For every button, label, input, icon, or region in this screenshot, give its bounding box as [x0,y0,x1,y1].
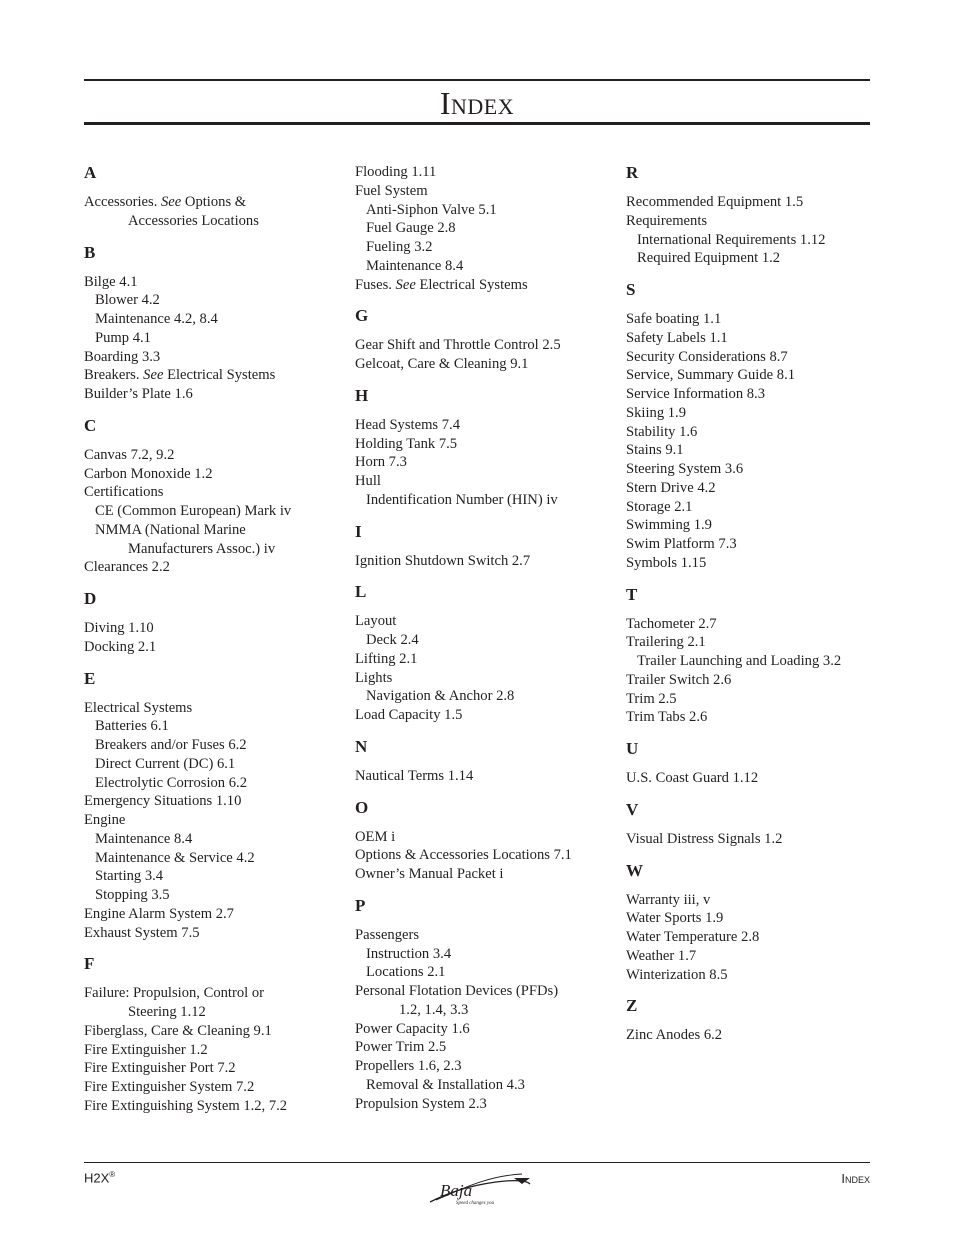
index-subentry [626,231,870,250]
index-entry [355,182,615,201]
entry-text: Maintenance & Service 4.2 [95,849,255,866]
index-section [355,163,615,294]
footer-rule [84,1162,870,1163]
entry-text: Fuel Gauge 2.8 [366,220,456,237]
index-entry [355,416,615,435]
index-entry [626,385,870,404]
section-letter: P [355,895,366,915]
index-entry [84,465,339,484]
see-reference: See [395,276,416,293]
entry-text: Requirements [626,212,708,229]
index-entry [626,928,870,947]
index-entry [355,355,615,374]
entry-text: Fire Extinguisher System 7.2 [84,1079,255,1095]
index-column-3 [626,163,870,1057]
index-entry [626,891,870,910]
index-subentry [355,491,615,510]
index-subentry [355,238,615,257]
entry-text: Maintenance 4.2, 8.4 [95,311,218,327]
index-entry [355,767,615,786]
index-entry [626,423,870,442]
index-entry [355,846,615,865]
see-reference: See [161,194,182,210]
entry-text: Maintenance 8.4 [366,257,464,274]
entry-text: Anti-Siphon Valve 5.1 [366,201,497,218]
index-subentry [84,291,339,310]
index-section [84,416,339,577]
entry-text: Personal Flotation Devices (PFDs) [355,983,559,999]
index-entry [626,193,870,212]
section-letter: C [84,415,97,435]
section-letter: W [626,860,643,880]
entry-text: Starting 3.4 [95,868,164,885]
entry-text: Instruction 3.4 [366,945,452,962]
index-subentry [355,201,615,220]
entry-text: Skiing 1.9 [626,404,687,421]
index-entry [626,909,870,928]
index-column-2 [355,163,615,1125]
index-subentry [355,963,615,982]
entry-text: Navigation & Anchor 2.8 [366,688,515,705]
index-entry [626,633,870,652]
index-section [626,861,870,985]
index-entry [84,1097,339,1116]
entry-text: Fuel System [355,182,428,199]
entry-text: Safety Labels 1.1 [626,329,728,346]
index-section [84,669,339,943]
section-letter: F [84,954,95,974]
entry-text: Layout [355,613,397,630]
index-entry [355,865,615,884]
section-letter: Z [626,996,638,1016]
entry-text: Security Considerations 8.7 [626,348,788,365]
entry-text: U.S. Coast Guard 1.12 [626,770,759,786]
entry-text: Water Sports 1.9 [626,910,724,927]
index-subentry [84,310,339,329]
entry-text: Emergency Situations 1.10 [84,793,242,810]
index-entry [626,535,870,554]
index-entry [626,348,870,367]
entry-text: Lifting 2.1 [355,650,418,667]
entry-text: Propulsion System 2.3 [355,1095,487,1112]
entry-text: Storage 2.1 [626,498,693,515]
entry-text: Lights [355,669,393,686]
index-entry [355,650,615,669]
entry-text: Recommended Equipment 1.5 [626,194,804,210]
entry-text: Removal & Installation 4.3 [366,1076,525,1093]
entry-text: Exhaust System 7.5 [84,924,200,941]
section-letter: A [84,163,97,182]
index-entry [626,708,870,727]
reference-target: Electrical Systems [163,367,276,384]
page-title: Index [439,85,515,121]
index-entry [84,273,339,292]
entry-text: Swimming 1.9 [626,517,712,534]
section-letter: H [355,385,369,405]
entry-text: Propellers 1.6, 2.3 [355,1058,462,1074]
index-section [84,243,339,404]
index-entry [626,554,870,573]
entry-text: Power Capacity 1.6 [355,1020,470,1037]
entry-text: Locations 2.1 [366,964,446,981]
entry-text: Passengers [355,926,420,943]
index-entry [626,479,870,498]
entry-text: Blower 4.2 [95,292,160,309]
entry-text: Engine [84,812,126,828]
header-rule-bottom [84,122,870,125]
entry-text: Safe boating 1.1 [626,311,722,327]
entry-text: Engine Alarm System 2.7 [84,905,234,922]
entry-text: Fueling 3.2 [366,239,433,255]
entry-text: Trim Tabs 2.6 [626,709,708,726]
entry-text: CE (Common European) Mark iv [95,503,292,519]
index-subentry [355,687,615,706]
index-subentry [84,717,339,736]
index-entry [84,483,339,502]
index-entry [84,699,339,718]
reference-target: Options & [181,194,247,210]
index-entry [626,769,870,788]
entry-text: Stopping 3.5 [95,887,170,903]
index-section [355,798,615,884]
baja-logo [426,1172,532,1206]
entry-text: Flooding 1.11 [355,164,437,180]
index-entry [84,984,339,1003]
entry-text: Bilge 4.1 [84,273,138,290]
entry-text: Swim Platform 7.3 [626,536,737,552]
index-entry [355,336,615,355]
section-letter: V [626,799,639,819]
index-entry [355,435,615,454]
section-letter: S [626,280,636,299]
entry-text: Stern Drive 4.2 [626,479,716,496]
section-letter: U [626,739,639,758]
entry-text: Load Capacity 1.5 [355,707,463,723]
entry-text: Zinc Anodes 6.2 [626,1027,723,1044]
index-section [626,280,870,573]
entry-text: Steering System 3.6 [626,461,744,477]
entry-text: Builder’s Plate 1.6 [84,386,193,402]
section-letter: E [84,668,96,688]
entry-text: Winterization 8.5 [626,966,728,983]
index-column-1 [84,163,339,1128]
logo-tagline: Speed changes you [456,1201,495,1206]
entry-text: Certifications [84,484,164,501]
entry-text: Trailer Switch 2.6 [626,671,732,688]
entry-text: Gear Shift and Throttle Control 2.5 [355,337,561,354]
index-entry [626,460,870,479]
index-entry-continuation [84,540,339,559]
index-subentry [84,502,339,521]
index-entry [84,558,339,577]
index-entry [355,552,615,571]
entry-text: Fuses. [355,276,396,293]
entry-text: Indentification Number (HIN) iv [366,491,558,508]
index-entry [84,1022,339,1041]
index-entry [626,366,870,385]
index-section [355,522,615,571]
entry-text: Docking 2.1 [84,638,157,655]
entry-text: Fiberglass, Care & Cleaning 9.1 [84,1022,272,1039]
index-entry [84,348,339,367]
index-subentry [84,521,339,540]
index-entry [626,966,870,985]
index-entry [626,441,870,460]
entry-text: Stability 1.6 [626,423,698,440]
section-letter: B [84,242,96,262]
entry-text: Deck 2.4 [366,632,419,648]
reference-target: Electrical Systems [415,276,528,293]
index-entry [84,193,339,212]
entry-text: Holding Tank 7.5 [355,435,458,452]
index-subentry [626,249,870,268]
entry-text: Horn 7.3 [355,454,407,471]
entry-text: Manufacturers Assoc.) iv [128,540,276,557]
entry-text: 1.2, 1.4, 3.3 [399,1001,469,1018]
entry-text: Owner’s Manual Packet i [355,866,504,882]
index-entry [84,446,339,465]
index-subentry [84,736,339,755]
entry-text: Gelcoat, Care & Cleaning 9.1 [355,356,529,372]
index-entry-continuation [355,1001,615,1020]
header-rule-top [84,79,870,81]
index-section [355,306,615,374]
entry-text: Fire Extinguishing System 1.2, 7.2 [84,1097,288,1114]
index-section [626,996,870,1045]
index-section [355,737,615,786]
logo-wordmark: Baja [440,1181,473,1200]
index-entry [84,792,339,811]
entry-text: Head Systems 7.4 [355,416,460,433]
footer-model [84,1170,115,1185]
entry-text: Stains 9.1 [626,442,684,459]
index-subentry [355,631,615,650]
footer-model-name: H2X [84,1170,110,1186]
index-entry-continuation [84,1003,339,1022]
index-entry [626,404,870,423]
entry-text: Fire Extinguisher 1.2 [84,1041,208,1058]
entry-text: Hull [355,473,381,489]
index-subentry [84,755,339,774]
index-subentry [355,945,615,964]
index-entry [626,516,870,535]
index-section [355,386,615,510]
index-subentry [355,219,615,238]
entry-text: Boarding 3.3 [84,348,161,365]
index-entry [355,1020,615,1039]
entry-text: Breakers and/or Fuses 6.2 [95,737,247,753]
index-entry [626,498,870,517]
index-entry [626,310,870,329]
index-entry [355,706,615,725]
index-entry [626,212,870,231]
entry-text: Service Information 8.3 [626,386,766,402]
entry-text: Trim 2.5 [626,690,677,707]
index-subentry [84,867,339,886]
index-section [84,589,339,657]
entry-text: Symbols 1.15 [626,554,707,571]
entry-text: Steering 1.12 [128,1004,206,1020]
index-entry [355,276,615,295]
entry-text: Fire Extinguisher Port 7.2 [84,1060,236,1077]
index-section [626,739,870,788]
entry-text: OEM i [355,828,396,845]
index-entry [355,472,615,491]
entry-text: Nautical Terms 1.14 [355,767,474,784]
index-entry [355,453,615,472]
entry-text: Clearances 2.2 [84,559,170,576]
entry-text: Accessories. [84,194,161,210]
index-entry [626,690,870,709]
index-entry [626,671,870,690]
index-entry [84,1059,339,1078]
entry-text: Trailering 2.1 [626,634,706,651]
index-subentry [355,257,615,276]
index-subentry [84,329,339,348]
index-section [84,954,339,1115]
index-subentry [626,652,870,671]
index-entry [355,1038,615,1057]
entry-text: Ignition Shutdown Switch 2.7 [355,552,531,569]
index-entry [84,905,339,924]
entry-text: Trailer Launching and Loading 3.2 [637,653,842,669]
index-entry [84,638,339,657]
index-entry [626,1026,870,1045]
entry-text: Warranty iii, v [626,891,711,908]
entry-text: Direct Current (DC) 6.1 [95,755,236,772]
index-section [355,896,615,1114]
section-letter: T [626,584,638,604]
index-entry [355,1095,615,1114]
entry-text: Water Temperature 2.8 [626,929,760,945]
entry-text: Required Equipment 1.2 [637,250,781,267]
entry-text: Visual Distress Signals 1.2 [626,830,783,847]
entry-text: Electrical Systems [84,699,193,716]
entry-text: Diving 1.10 [84,620,154,636]
index-entry [84,924,339,943]
index-entry [355,982,615,1001]
entry-text: Weather 1.7 [626,947,697,964]
entry-text: Failure: Propulsion, Control or [84,985,264,1002]
index-entry [84,366,339,385]
index-entry [84,1078,339,1097]
entry-text: Carbon Monoxide 1.2 [84,465,213,482]
index-section [84,163,339,231]
entry-text: Power Trim 2.5 [355,1039,447,1056]
section-letter: G [355,306,369,326]
entry-text: Batteries 6.1 [95,718,169,735]
entry-text: Service, Summary Guide 8.1 [626,367,796,384]
index-entry [626,329,870,348]
index-section [626,800,870,849]
section-letter: O [355,797,369,817]
registered-mark: ® [109,1170,116,1179]
entry-text: NMMA (National Marine [95,521,246,538]
entry-text: Breakers. [84,367,144,384]
section-letter: I [355,521,362,541]
section-letter: R [626,163,639,182]
entry-text: Pump 4.1 [95,329,151,346]
index-subentry [355,1076,615,1095]
entry-text: Maintenance 8.4 [95,830,193,847]
index-entry [355,1057,615,1076]
index-subentry [84,774,339,793]
entry-text: Electrolytic Corrosion 6.2 [95,774,247,791]
index-section [626,585,870,728]
index-section [626,163,870,268]
section-letter: L [355,582,367,602]
index-entry [626,615,870,634]
footer-section: Index [841,1171,870,1186]
index-entry [355,926,615,945]
entry-text: Options & Accessories Locations 7.1 [355,847,572,864]
see-reference: See [143,367,164,384]
index-entry [355,669,615,688]
index-subentry [84,830,339,849]
entry-text: Canvas 7.2, 9.2 [84,446,175,463]
entry-text: International Requirements 1.12 [637,231,826,248]
index-entry [355,163,615,182]
index-entry [626,947,870,966]
index-entry [355,612,615,631]
section-letter: D [84,589,97,608]
section-letter: N [355,736,368,756]
index-entry [84,619,339,638]
index-subentry [84,849,339,868]
index-section [355,582,615,725]
index-entry-continuation [84,212,339,231]
index-entry [84,1041,339,1060]
index-entry [84,385,339,404]
index-entry [355,828,615,847]
index-entry [84,811,339,830]
index-entry [626,830,870,849]
entry-text: Accessories Locations [128,212,259,229]
index-subentry [84,886,339,905]
entry-text: Tachometer 2.7 [626,615,717,632]
